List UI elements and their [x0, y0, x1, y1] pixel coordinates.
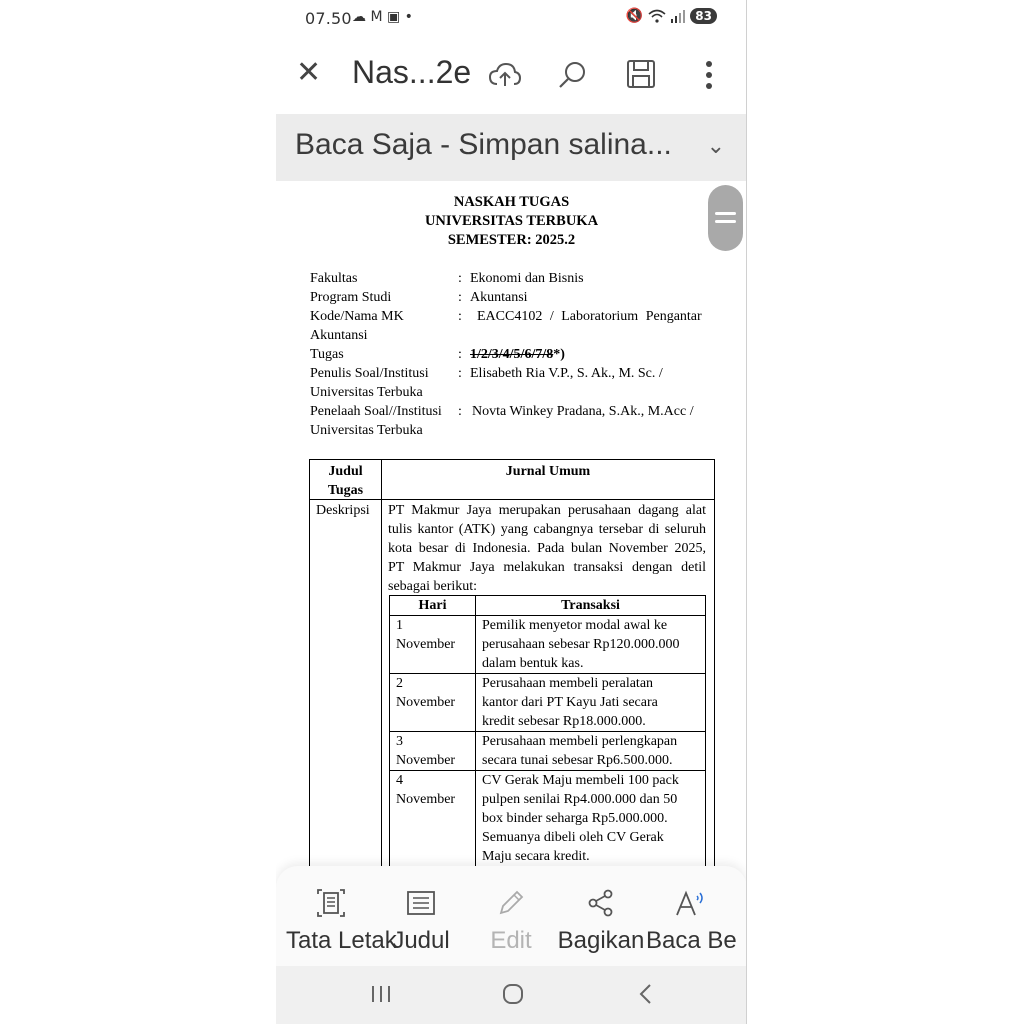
- transaction-line: pulpen senilai Rp4.000.000 dan 50: [482, 792, 678, 807]
- tugas-suffix: *): [553, 347, 565, 362]
- table-row-transaction: [482, 732, 702, 770]
- table-row-transaction: [482, 616, 702, 673]
- pencil-icon: [496, 888, 526, 918]
- day-month: November: [396, 753, 456, 768]
- meta-key-penelaah: Penelaah Soal//Institusi: [310, 404, 442, 419]
- status-notification-icons: ☁ M ▣ •: [352, 9, 413, 25]
- meta-key-tugas: Tugas: [310, 347, 344, 362]
- screen-edge: [746, 0, 747, 1024]
- status-time: 07.50: [305, 9, 352, 28]
- layout-icon: [316, 888, 346, 918]
- toolbar-outline-button[interactable]: [376, 886, 466, 955]
- header-hari: Hari: [418, 598, 447, 613]
- meta-cont-penulis: Universitas Terbuka: [310, 385, 423, 400]
- table-row-transaction: [482, 674, 702, 731]
- home-icon[interactable]: [502, 983, 524, 1005]
- day-number: 3: [396, 734, 403, 749]
- judul-label-line1: Judul: [328, 464, 363, 479]
- more-options-icon[interactable]: [705, 60, 713, 90]
- doc-heading-2: UNIVERSITAS TERBUKA: [424, 213, 599, 229]
- transaction-line: box binder seharga Rp5.000.000.: [482, 811, 668, 826]
- table-row-day: [396, 616, 455, 654]
- meta-val-penulis: Elisabeth Ria V.P., S. Ak., M. Sc. /: [470, 366, 663, 381]
- scroll-handle[interactable]: [708, 185, 743, 251]
- signal-icon: [671, 10, 685, 23]
- battery-indicator: 83: [690, 8, 717, 24]
- save-icon[interactable]: [626, 59, 656, 89]
- tugas-number-list: 1/2/3/4/5/6/7/8: [470, 347, 554, 362]
- meta-colon: :: [458, 404, 462, 419]
- transactions-table: [389, 595, 706, 881]
- deskripsi-line: kota besar di Indonesia. Pada bulan November 2025,: [388, 541, 706, 556]
- table-row-day: [396, 771, 455, 809]
- inner-col-divider: [475, 596, 476, 881]
- toolbar-read-aloud-button[interactable]: [646, 886, 736, 955]
- deskripsi-line: PT Makmur Jaya merupakan perusahaan dagang alat: [388, 503, 706, 518]
- status-bar: [276, 0, 747, 40]
- meta-val-penelaah: Novta Winkey Pradana, S.Ak., M.Acc /: [472, 404, 694, 419]
- judul-label: [310, 462, 381, 500]
- day-month: November: [396, 792, 456, 807]
- transaction-line: dalam bentuk kas.: [482, 656, 584, 671]
- read-only-banner-text: Baca Saja - Simpan salina...: [295, 128, 672, 161]
- phone-screen: [276, 0, 747, 1024]
- transaction-line: Pemilik menyetor modal awal ke: [482, 618, 668, 633]
- table-row-day: [396, 732, 455, 770]
- day-number: 1: [396, 618, 403, 633]
- meta-val-tugas: [470, 345, 714, 364]
- search-icon[interactable]: [557, 60, 587, 90]
- meta-colon: :: [458, 290, 462, 305]
- deskripsi-line: PT Makmur Jaya melakukan transaksi dengan detil: [388, 560, 706, 575]
- toolbar-edit-button[interactable]: [466, 886, 556, 955]
- share-icon: [586, 888, 616, 918]
- system-navigation-bar: [276, 966, 747, 1024]
- meta-cont-kode: Akuntansi: [310, 328, 368, 343]
- read-only-banner[interactable]: [276, 114, 747, 181]
- meta-cont-penelaah: Universitas Terbuka: [310, 423, 423, 438]
- meta-val-prodi: Akuntansi: [470, 290, 528, 305]
- meta-key-fakultas: Fakultas: [310, 271, 358, 286]
- transaction-line: kantor dari PT Kayu Jati secara: [482, 695, 658, 710]
- doc-heading-1: NASKAH TUGAS: [453, 194, 570, 210]
- table-col-divider: [381, 460, 382, 880]
- close-icon[interactable]: ✕: [296, 55, 322, 90]
- meta-key-penulis: Penulis Soal/Institusi: [310, 366, 429, 381]
- deskripsi-label: Deskripsi: [316, 503, 370, 518]
- transaction-line: secara tunai sebesar Rp6.500.000.: [482, 753, 673, 768]
- meta-colon: :: [458, 309, 462, 324]
- meta-key-prodi: Program Studi: [310, 290, 392, 305]
- outline-icon: [406, 888, 436, 918]
- meta-key-kode: Kode/Nama MK: [310, 309, 404, 324]
- transaction-line: kredit sebesar Rp18.000.000.: [482, 714, 646, 729]
- assignment-table: [309, 459, 715, 881]
- cloud-upload-icon[interactable]: [488, 62, 522, 88]
- judul-value: Jurnal Umum: [505, 464, 591, 479]
- document-title: Nas...2e: [352, 54, 472, 90]
- toolbar-label: Baca Be: [646, 927, 737, 954]
- meta-val-fakultas: Ekonomi dan Bisnis: [470, 271, 584, 286]
- app-bar: [276, 44, 747, 106]
- transaction-line: perusahaan sebesar Rp120.000.000: [482, 637, 680, 652]
- deskripsi-line: tulis kantor (ATK) yang cabangnya tersebar di seluruh: [388, 522, 706, 537]
- transaction-line: Perusahaan membeli perlengkapan: [482, 734, 678, 749]
- meta-colon: :: [458, 366, 462, 381]
- deskripsi-line: sebagai berikut:: [388, 579, 478, 594]
- transaction-line: Perusahaan membeli peralatan: [482, 676, 654, 691]
- wifi-icon: [648, 9, 666, 23]
- meta-colon: :: [458, 347, 462, 362]
- status-right-icons: [626, 8, 717, 24]
- transaction-line: CV Gerak Maju membeli 100 pack: [482, 773, 679, 788]
- transaction-line: Maju secara kredit.: [482, 849, 590, 864]
- table-row-day: [396, 674, 455, 712]
- meta-val-kode: EACC4102 / Laboratorium Pengantar: [477, 309, 702, 324]
- toolbar-layout-button[interactable]: [286, 886, 397, 955]
- day-number: 4: [396, 773, 403, 788]
- read-aloud-icon: [674, 888, 708, 918]
- toolbar-label: Tata Letak: [286, 927, 397, 954]
- document-page: [276, 182, 747, 872]
- header-transaksi: Transaksi: [561, 598, 620, 613]
- transaction-line: Semuanya dibeli oleh CV Gerak: [482, 830, 664, 845]
- toolbar-share-button[interactable]: [556, 886, 646, 955]
- recent-apps-icon[interactable]: [370, 984, 392, 1004]
- toolbar-label: Edit: [490, 927, 532, 954]
- day-month: November: [396, 695, 456, 710]
- toolbar-label: Judul: [392, 927, 450, 954]
- back-icon[interactable]: [638, 983, 654, 1005]
- bottom-toolbar: [276, 866, 747, 966]
- chevron-down-icon[interactable]: ⌄: [706, 134, 725, 159]
- meta-colon: :: [458, 271, 462, 286]
- mute-icon: 🔇: [625, 8, 644, 24]
- table-row-transaction: [482, 771, 702, 866]
- doc-heading-3: SEMESTER: 2025.2: [447, 232, 576, 248]
- deskripsi-text: [388, 501, 706, 596]
- meta-block: [276, 269, 747, 449]
- day-number: 2: [396, 676, 403, 691]
- day-month: November: [396, 637, 456, 652]
- toolbar-label: Bagikan: [557, 927, 645, 954]
- judul-label-line2: Tugas: [327, 483, 364, 498]
